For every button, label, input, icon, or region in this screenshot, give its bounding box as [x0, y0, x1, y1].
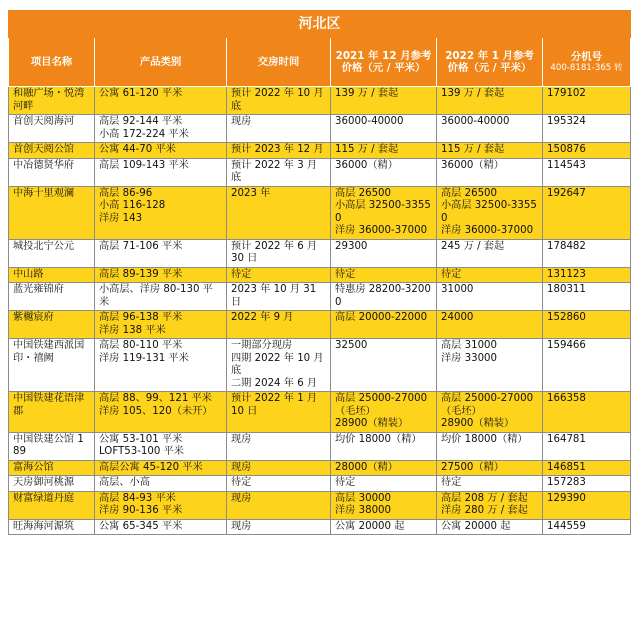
cell-type: 高层 84-93 平米 洋房 90-136 平米	[95, 491, 227, 519]
cell-name: 富海公馆	[9, 460, 95, 476]
cell-delivery: 预计 2022 年 3 月底	[227, 158, 331, 186]
table-row	[9, 239, 631, 267]
cell-price-jan: 36000（精）	[437, 158, 543, 186]
cell-price-jan: 115 万 / 套起	[437, 143, 543, 159]
cell-delivery: 2023 年 10 月 31 日	[227, 283, 331, 311]
cell-name: 中国铁建西派国印・禧阙	[9, 339, 95, 392]
cell-ext: 164781	[543, 432, 631, 460]
cell-ext: 152860	[543, 311, 631, 339]
cell-type: 高层 88、99、121 平米 洋房 105、120（未开）	[95, 392, 227, 433]
cell-ext: 179102	[543, 87, 631, 115]
table-row	[9, 476, 631, 492]
header-name: 项目名称	[9, 38, 95, 87]
header-price-dec: 2021 年 12 月参考价格（元 / 平米）	[331, 38, 437, 87]
cell-type: 高层、小高	[95, 476, 227, 492]
cell-price-dec: 28000（精）	[331, 460, 437, 476]
cell-name: 紫樾宸府	[9, 311, 95, 339]
cell-price-dec: 待定	[331, 267, 437, 283]
cell-name: 中国铁建花语津郡	[9, 392, 95, 433]
header-type: 产品类别	[95, 38, 227, 87]
cell-delivery: 预计 2022 年 10 月底	[227, 87, 331, 115]
cell-name: 天房御河桃源	[9, 476, 95, 492]
cell-delivery: 现房	[227, 460, 331, 476]
header-ext-sub: 400-8181-365 转	[550, 62, 623, 73]
header-ext	[543, 38, 631, 87]
cell-delivery: 现房	[227, 115, 331, 143]
cell-type: 高层 80-110 平米 洋房 119-131 平米	[95, 339, 227, 392]
cell-price-dec: 公寓 20000 起	[331, 519, 437, 535]
cell-ext: 146851	[543, 460, 631, 476]
cell-type: 小高层、洋房 80-130 平米	[95, 283, 227, 311]
table-row	[9, 460, 631, 476]
cell-ext: 180311	[543, 283, 631, 311]
cell-price-dec: 139 万 / 套起	[331, 87, 437, 115]
cell-price-dec: 高层 30000 洋房 38000	[331, 491, 437, 519]
cell-type: 公寓 44-70 平米	[95, 143, 227, 159]
cell-ext: 178482	[543, 239, 631, 267]
cell-price-jan: 高层 208 万 / 套起 洋房 280 万 / 套起	[437, 491, 543, 519]
cell-delivery: 2022 年 9 月	[227, 311, 331, 339]
cell-name: 首创天阅海河	[9, 115, 95, 143]
cell-delivery: 一期部分现房 四期 2022 年 10 月底 二期 2024 年 6 月	[227, 339, 331, 392]
table-row	[9, 115, 631, 143]
header-row	[9, 38, 631, 87]
cell-ext: 192647	[543, 186, 631, 239]
cell-price-dec: 高层 25000-27000（毛坯） 28900（精装）	[331, 392, 437, 433]
cell-price-dec: 29300	[331, 239, 437, 267]
cell-ext: 166358	[543, 392, 631, 433]
cell-price-jan: 高层 25000-27000（毛坯） 28900（精装）	[437, 392, 543, 433]
cell-price-dec: 36000-40000	[331, 115, 437, 143]
cell-price-jan: 高层 31000 洋房 33000	[437, 339, 543, 392]
cell-ext: 159466	[543, 339, 631, 392]
header-price-jan: 2022 年 1 月参考价格（元 / 平米）	[437, 38, 543, 87]
cell-name: 蓝光雍锦府	[9, 283, 95, 311]
cell-name: 旺海海河源筑	[9, 519, 95, 535]
cell-price-jan: 245 万 / 套起	[437, 239, 543, 267]
cell-price-dec: 均价 18000（精）	[331, 432, 437, 460]
cell-ext: 144559	[543, 519, 631, 535]
table-row	[9, 87, 631, 115]
table-row	[9, 491, 631, 519]
cell-delivery: 现房	[227, 519, 331, 535]
cell-price-dec: 32500	[331, 339, 437, 392]
cell-price-dec: 待定	[331, 476, 437, 492]
cell-ext: 131123	[543, 267, 631, 283]
cell-name: 中国铁建公馆 189	[9, 432, 95, 460]
cell-delivery: 预计 2022 年 1 月 10 日	[227, 392, 331, 433]
table-row	[9, 311, 631, 339]
table-title: 河北区	[9, 11, 631, 38]
cell-name: 中山路	[9, 267, 95, 283]
cell-price-jan: 27500（精）	[437, 460, 543, 476]
table-row	[9, 267, 631, 283]
cell-price-jan: 公寓 20000 起	[437, 519, 543, 535]
cell-ext: 150876	[543, 143, 631, 159]
cell-ext: 129390	[543, 491, 631, 519]
cell-price-dec: 特惠房 28200-32000	[331, 283, 437, 311]
table-row	[9, 432, 631, 460]
cell-type: 公寓 65-345 平米	[95, 519, 227, 535]
cell-type: 高层 96-138 平米 洋房 138 平米	[95, 311, 227, 339]
cell-price-dec: 高层 26500 小高层 32500-33550 洋房 36000-37000	[331, 186, 437, 239]
cell-price-jan: 待定	[437, 476, 543, 492]
cell-delivery: 预计 2022 年 6 月 30 日	[227, 239, 331, 267]
cell-type: 高层 71-106 平米	[95, 239, 227, 267]
table-row	[9, 339, 631, 392]
cell-price-jan: 均价 18000（精）	[437, 432, 543, 460]
cell-price-jan: 31000	[437, 283, 543, 311]
cell-type: 高层 109-143 平米	[95, 158, 227, 186]
cell-price-dec: 115 万 / 套起	[331, 143, 437, 159]
cell-type: 高层 89-139 平米	[95, 267, 227, 283]
cell-ext: 195324	[543, 115, 631, 143]
table-body	[9, 87, 631, 535]
cell-name: 和融广场・悦湾河畔	[9, 87, 95, 115]
cell-delivery: 现房	[227, 432, 331, 460]
cell-price-dec: 36000（精）	[331, 158, 437, 186]
cell-name: 中海十里观澜	[9, 186, 95, 239]
cell-price-jan: 24000	[437, 311, 543, 339]
header-ext-label: 分机号	[570, 50, 603, 63]
table-row	[9, 519, 631, 535]
cell-type: 高层 86-96 小高 116-128 洋房 143	[95, 186, 227, 239]
cell-name: 城投北宁公元	[9, 239, 95, 267]
cell-delivery: 待定	[227, 476, 331, 492]
cell-delivery: 预计 2023 年 12 月	[227, 143, 331, 159]
cell-delivery: 现房	[227, 491, 331, 519]
cell-price-jan: 36000-40000	[437, 115, 543, 143]
cell-type: 公寓 53-101 平米 LOFT53-100 平米	[95, 432, 227, 460]
table-row	[9, 392, 631, 433]
cell-delivery: 待定	[227, 267, 331, 283]
cell-name: 中冶德贤华府	[9, 158, 95, 186]
table-row	[9, 158, 631, 186]
cell-type: 高层 92-144 平米 小高 172-224 平米	[95, 115, 227, 143]
cell-price-jan: 139 万 / 套起	[437, 87, 543, 115]
cell-price-jan: 待定	[437, 267, 543, 283]
cell-name: 首创天阅公馆	[9, 143, 95, 159]
cell-ext: 114543	[543, 158, 631, 186]
cell-type: 公寓 61-120 平米	[95, 87, 227, 115]
table-row	[9, 143, 631, 159]
cell-price-jan: 高层 26500 小高层 32500-33550 洋房 36000-37000	[437, 186, 543, 239]
header-delivery: 交房时间	[227, 38, 331, 87]
cell-type: 高层公寓 45-120 平米	[95, 460, 227, 476]
table-row	[9, 186, 631, 239]
cell-delivery: 2023 年	[227, 186, 331, 239]
cell-name: 财富绿道丹庭	[9, 491, 95, 519]
price-table	[8, 10, 631, 535]
price-table-sheet	[8, 10, 630, 638]
cell-price-dec: 高层 20000-22000	[331, 311, 437, 339]
cell-ext: 157283	[543, 476, 631, 492]
table-row	[9, 283, 631, 311]
